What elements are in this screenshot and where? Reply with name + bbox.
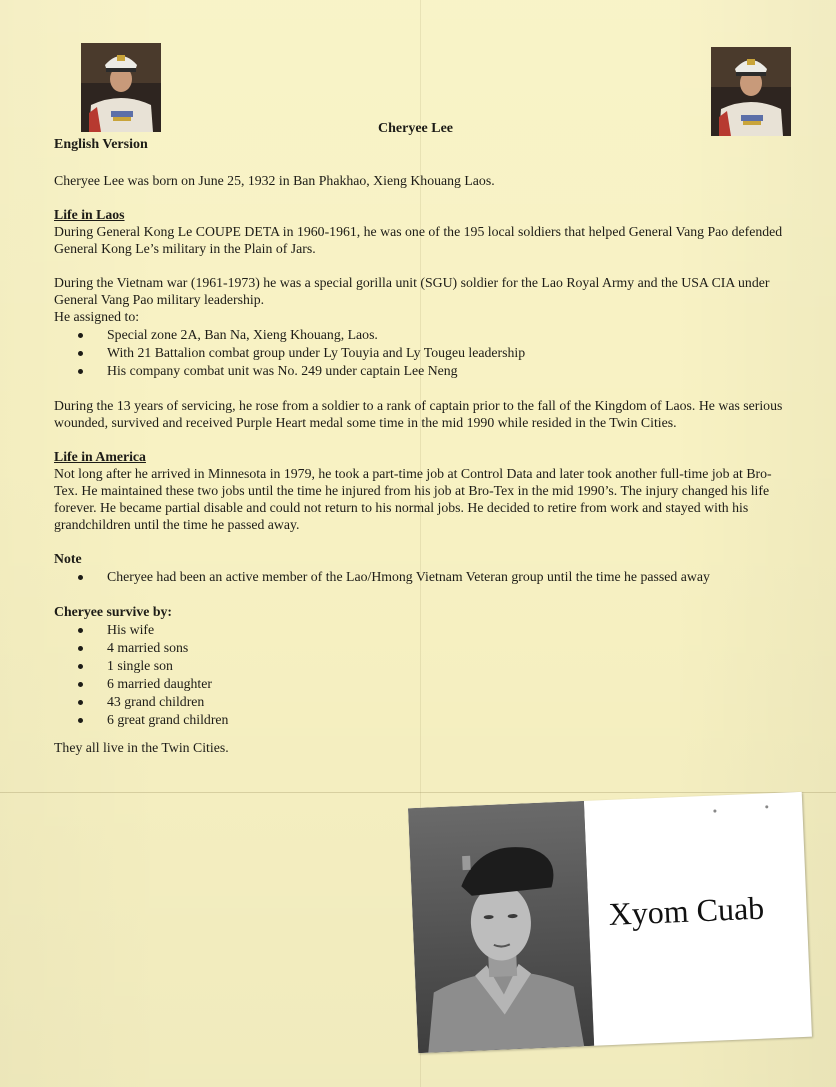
- laos-paragraph-2: During the Vietnam war (1961-1973) he was a special gorilla unit (SGU) soldier for the Lao Royal Army and the USA CIA under General Vang Pao military leadership.: [54, 275, 770, 307]
- section-heading-laos: Life in Laos: [54, 207, 125, 222]
- photo-card: [408, 792, 812, 1053]
- pin-hole: [765, 805, 768, 808]
- america-paragraph: Not long after he arrived in Minnesota in 1979, he took a part-time job at Control Data and later took another full-time job at Bro-Tex. He maintained these two jobs until the time he injured from his job at Bro-Tex in the mid 1990’s. The injury changed his life forever. He became partial disable and could not return to his normal jobs. He decided to retire from work and stayed with his grandchildren until the time he passed away.: [54, 466, 772, 532]
- list-item: With 21 Battalion combat group under Ly Touyia and Ly Tougeu leadership: [78, 344, 789, 362]
- list-item: His wife: [78, 621, 789, 639]
- note-list: [54, 568, 789, 586]
- list-item: 6 married daughter: [78, 675, 789, 693]
- laos-paragraph-1: During General Kong Le COUPE DETA in 1960-1961, he was one of the 195 local soldiers that helped General Vang Pao defended General Kong Le’s military in the Plain of Jars.: [54, 224, 783, 256]
- portrait-photo-card: [408, 801, 594, 1053]
- fold-line: [0, 792, 836, 793]
- laos-paragraph-3: During the 13 years of servicing, he rose from a soldier to a rank of captain prior to the fall of the Kingdom of Laos. He was serious wounded, survived and received Purple Heart medal some time in the mid 1990 while resided in the Twin Cities.: [54, 398, 783, 430]
- survived-by-list: [54, 621, 789, 729]
- assignment-list: [54, 326, 789, 380]
- list-item: Cheryee had been an active member of the Lao/Hmong Vietnam Veteran group until the time he passed away: [78, 568, 789, 586]
- list-item: His company combat unit was No. 249 under captain Lee Neng: [78, 362, 789, 380]
- card-name-label: Xyom Cuab: [607, 889, 765, 933]
- portrait-photo-left: [81, 43, 161, 132]
- portrait-photo-right: [711, 47, 791, 136]
- document-body: [54, 172, 789, 756]
- list-item: 43 grand children: [78, 693, 789, 711]
- page-title: Cheryee Lee: [378, 121, 454, 136]
- list-item: 4 married sons: [78, 639, 789, 657]
- list-item: 6 great grand children: [78, 711, 789, 729]
- survived-by-heading: Cheryee survive by:: [54, 604, 173, 619]
- intro-paragraph: Cheryee Lee was born on June 25, 1932 in Ban Phakhao, Xieng Khouang Laos.: [54, 173, 495, 188]
- note-heading: Note: [54, 551, 82, 566]
- section-heading-america: Life in America: [54, 449, 146, 464]
- list-item: 1 single son: [78, 657, 789, 675]
- closing-line: They all live in the Twin Cities.: [54, 740, 229, 755]
- pin-hole: [713, 809, 716, 812]
- assigned-label: He assigned to:: [54, 309, 140, 324]
- version-label: English Version: [54, 137, 148, 152]
- list-item: Special zone 2A, Ban Na, Xieng Khouang, Laos.: [78, 326, 789, 344]
